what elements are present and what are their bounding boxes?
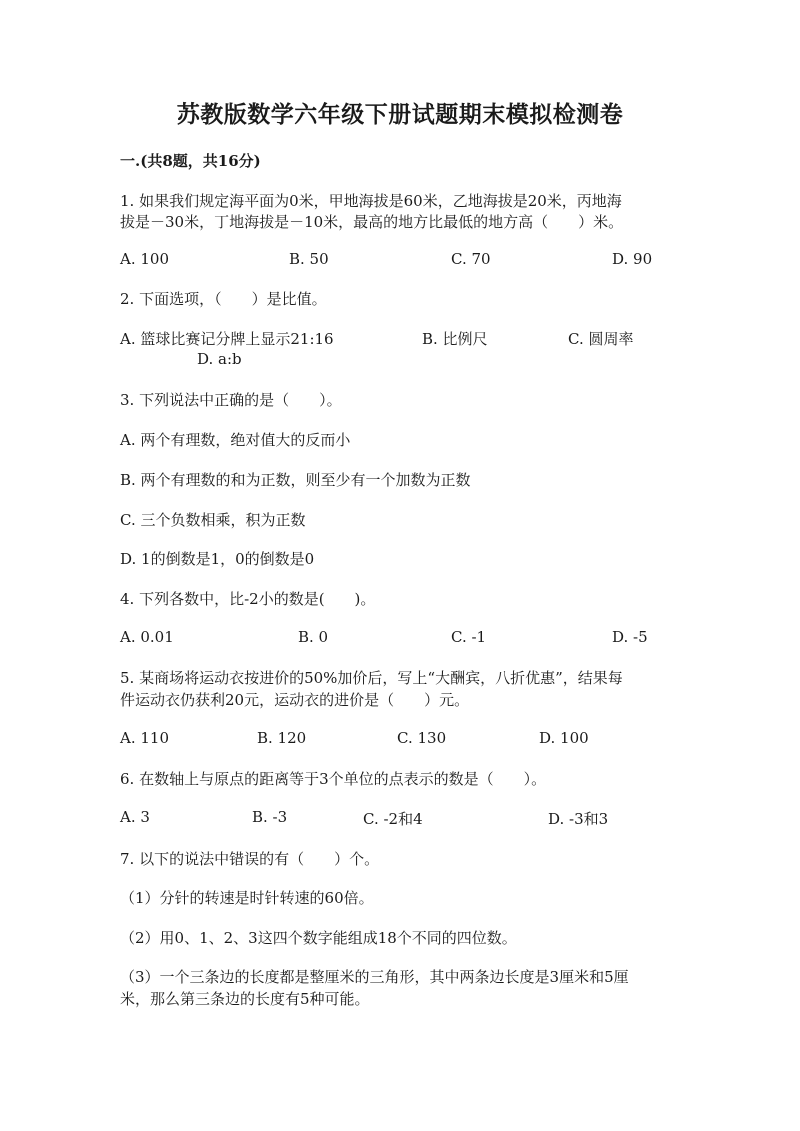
question-5-stem-line-1: 5. 某商场将运动衣按进价的50%加价后，写上“大酬宾，八折优惠”，结果每 [120, 669, 623, 687]
question-4-option-b: B. 0 [298, 628, 329, 646]
question-5-option-c: C. 130 [397, 729, 447, 747]
question-3-option-c: C. 三个负数相乘，积为正数 [120, 511, 306, 529]
question-1-stem-line-1: 1. 如果我们规定海平面为0米，甲地海拔是60米，乙地海拔是20米，丙地海 [120, 192, 622, 210]
question-1-option-b: B. 50 [289, 250, 329, 268]
question-2-option-c: C. 圆周率 [568, 330, 634, 348]
question-4-option-d: D. -5 [612, 628, 648, 646]
question-1-option-a: A. 100 [120, 250, 169, 268]
question-2-option-a: A. 篮球比赛记分牌上显示21:16 [120, 330, 334, 348]
question-2-stem: 2. 下面选项，（ ）是比值。 [120, 290, 327, 308]
question-4-stem: 4. 下列各数中，比-2小的数是( )。 [120, 590, 376, 608]
question-5-option-a: A. 110 [120, 729, 169, 747]
question-1-stem-line-2: 拔是－30米，丁地海拔是－10米，最高的地方比最低的地方高（ ）米。 [120, 213, 624, 231]
question-1-option-c: C. 70 [451, 250, 491, 268]
question-7-statement-3-line-2: 米，那么第三条边的长度有5种可能。 [120, 990, 370, 1008]
question-5-option-b: B. 120 [257, 729, 307, 747]
question-6-option-a: A. 3 [120, 808, 150, 826]
question-7-statement-3-line-1: （3）一个三条边的长度都是整厘米的三角形，其中两条边长度是3厘米和5厘 [120, 968, 629, 986]
section-header: 一.(共8题，共16分) [120, 152, 261, 170]
question-2-option-d: D. a:b [197, 350, 242, 368]
question-3-option-d: D. 1的倒数是1，0的倒数是0 [120, 550, 315, 568]
page-title: 苏教版数学六年级下册试题期末模拟检测卷 [176, 101, 624, 128]
question-7-statement-2: （2）用0、1、2、3这四个数字能组成18个不同的四位数。 [120, 929, 517, 947]
question-4-option-a: A. 0.01 [120, 628, 174, 646]
question-3-stem: 3. 下列说法中正确的是（ ）。 [120, 391, 342, 409]
question-4-option-c: C. -1 [451, 628, 487, 646]
question-6-option-c: C. -2和4 [363, 810, 423, 828]
question-6-option-b: B. -3 [252, 808, 288, 826]
question-5-stem-line-2: 件运动衣仍获利20元，运动衣的进价是（ ）元。 [120, 691, 470, 709]
question-2-option-b: B. 比例尺 [422, 330, 488, 348]
question-3-option-a: A. 两个有理数，绝对值大的反而小 [120, 431, 351, 449]
question-1-option-d: D. 90 [612, 250, 653, 268]
question-7-statement-1: （1）分针的转速是时针转速的60倍。 [120, 889, 374, 907]
question-3-option-b: B. 两个有理数的和为正数，则至少有一个加数为正数 [120, 471, 471, 489]
question-6-stem: 6. 在数轴上与原点的距离等于3个单位的点表示的数是（ ）。 [120, 770, 547, 788]
question-7-stem: 7. 以下的说法中错误的有（ ）个。 [120, 850, 380, 868]
question-6-option-d: D. -3和3 [548, 810, 609, 828]
question-5-option-d: D. 100 [539, 729, 589, 747]
